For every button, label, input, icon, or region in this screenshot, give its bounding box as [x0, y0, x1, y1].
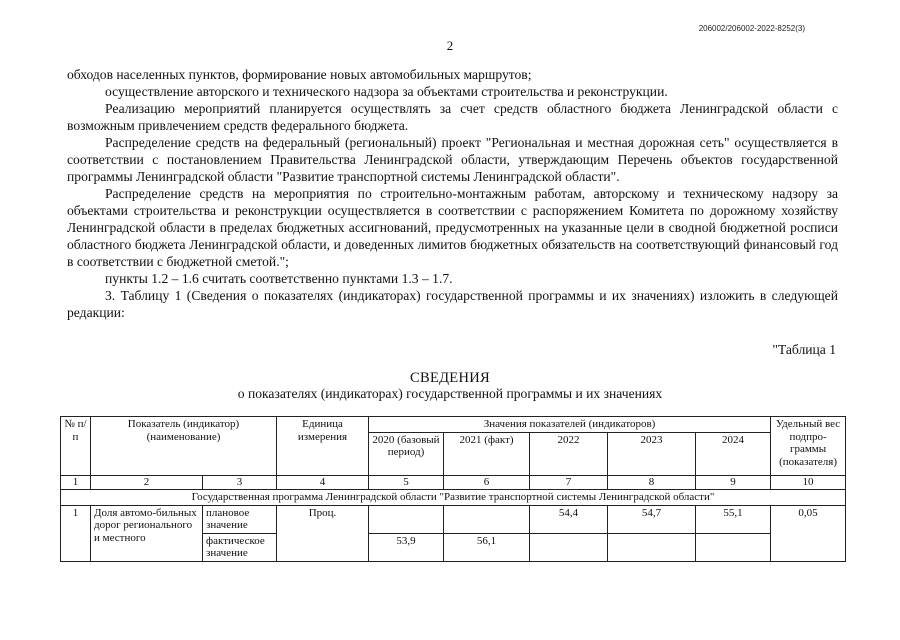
- paragraph-4: Распределение средств на федеральный (региональный) проект "Региональная и местная дорожная сеть" осуществляется в соответствии с постановлением Правительства Ленинградской области, утверждающим Перечень объектов государственной программы Ленинградской области "Развитие транспортной системы Ленинградской области".: [67, 135, 838, 184]
- fact-2022: [530, 533, 608, 561]
- indicator-name: Доля автомо-бильных дорог регионального и местного: [91, 505, 203, 561]
- header-values: Значения показателей (индикаторов): [369, 417, 771, 433]
- header-unit: Единица измерения: [277, 417, 369, 476]
- col-number: 5: [369, 475, 444, 489]
- unit-value: Проц.: [277, 505, 369, 561]
- header-2024: 2024: [696, 432, 771, 475]
- header-2023: 2023: [608, 432, 696, 475]
- column-numbers-row: [61, 475, 846, 489]
- table-row: [61, 505, 846, 533]
- table-title-main: СВЕДЕНИЯ: [410, 370, 490, 386]
- col-number: 10: [771, 475, 846, 489]
- document-id: 206002/206002-2022-8252(3): [698, 24, 805, 33]
- table-title-sub: о показателях (индикаторах) государственной программы и их значениях: [237, 386, 663, 401]
- fact-2024: [696, 533, 771, 561]
- col-number: 6: [444, 475, 530, 489]
- paragraph-3: Реализацию мероприятий планируется осуществлять за счет средств областного бюджета Ленинградской области с возможным привлечением средств федерального бюджета.: [67, 101, 838, 133]
- header-weight: Удельный вес подпро-граммы (показателя): [771, 417, 846, 476]
- page-number: 2: [446, 38, 454, 53]
- paragraph-1: обходов населенных пунктов, формирование новых автомобильных маршрутов;: [67, 67, 532, 82]
- indicators-table: [60, 416, 846, 562]
- document-body: [67, 66, 838, 321]
- header-2022: 2022: [530, 432, 608, 475]
- col-number: 4: [277, 475, 369, 489]
- plan-2021: [444, 505, 530, 533]
- program-title: Государственная программа Ленинградской области "Развитие транспортной системы Ленинградской области": [61, 489, 846, 505]
- table-title: [0, 370, 900, 402]
- paragraph-5: Распределение средств на мероприятия по строительно-монтажным работам, авторскому и техническому надзору за объектами строительства и реконструкции осуществляется в соответствии с распоряжением Комитета по дорожному хозяйству Ленинградской области в пределах бюджетных ассигнований, предусмотренных на указанные цели в сводной бюджетной росписи областного бюджета Ленинградской области, и доведенных лимитов бюджетных обязательств на соответствующий финансовый год в соответствии с бюджетной сметой.";: [67, 186, 838, 269]
- table-reference: "Таблица 1: [772, 342, 836, 357]
- col-number: 8: [608, 475, 696, 489]
- table-header-row: [61, 417, 846, 433]
- paragraph-2: осуществление авторского и технического надзора за объектами строительства и реконструкции.: [105, 84, 668, 99]
- plan-label: плановое значение: [203, 505, 277, 533]
- plan-2024: 55,1: [696, 505, 771, 533]
- header-indicator: Показатель (индикатор) (наименование): [91, 417, 277, 476]
- plan-2020: [369, 505, 444, 533]
- col-number: 7: [530, 475, 608, 489]
- paragraph-6: пункты 1.2 – 1.6 считать соответственно пунктами 1.3 – 1.7.: [105, 271, 453, 286]
- program-title-row: [61, 489, 846, 505]
- col-number: 1: [61, 475, 91, 489]
- header-2020: 2020 (базовый период): [369, 432, 444, 475]
- col-number: 9: [696, 475, 771, 489]
- plan-2022: 54,4: [530, 505, 608, 533]
- fact-2021: 56,1: [444, 533, 530, 561]
- col-number: 2: [91, 475, 203, 489]
- fact-2020: 53,9: [369, 533, 444, 561]
- weight-value: 0,05: [771, 505, 846, 561]
- header-num: № п/п: [61, 417, 91, 476]
- row-number: 1: [61, 505, 91, 561]
- col-number: 3: [203, 475, 277, 489]
- header-2021: 2021 (факт): [444, 432, 530, 475]
- fact-2023: [608, 533, 696, 561]
- paragraph-7: 3. Таблицу 1 (Сведения о показателях (индикаторах) государственной программы и их значениях) изложить в следующей редакции:: [67, 288, 838, 320]
- plan-2023: 54,7: [608, 505, 696, 533]
- fact-label: фактическое значение: [203, 533, 277, 561]
